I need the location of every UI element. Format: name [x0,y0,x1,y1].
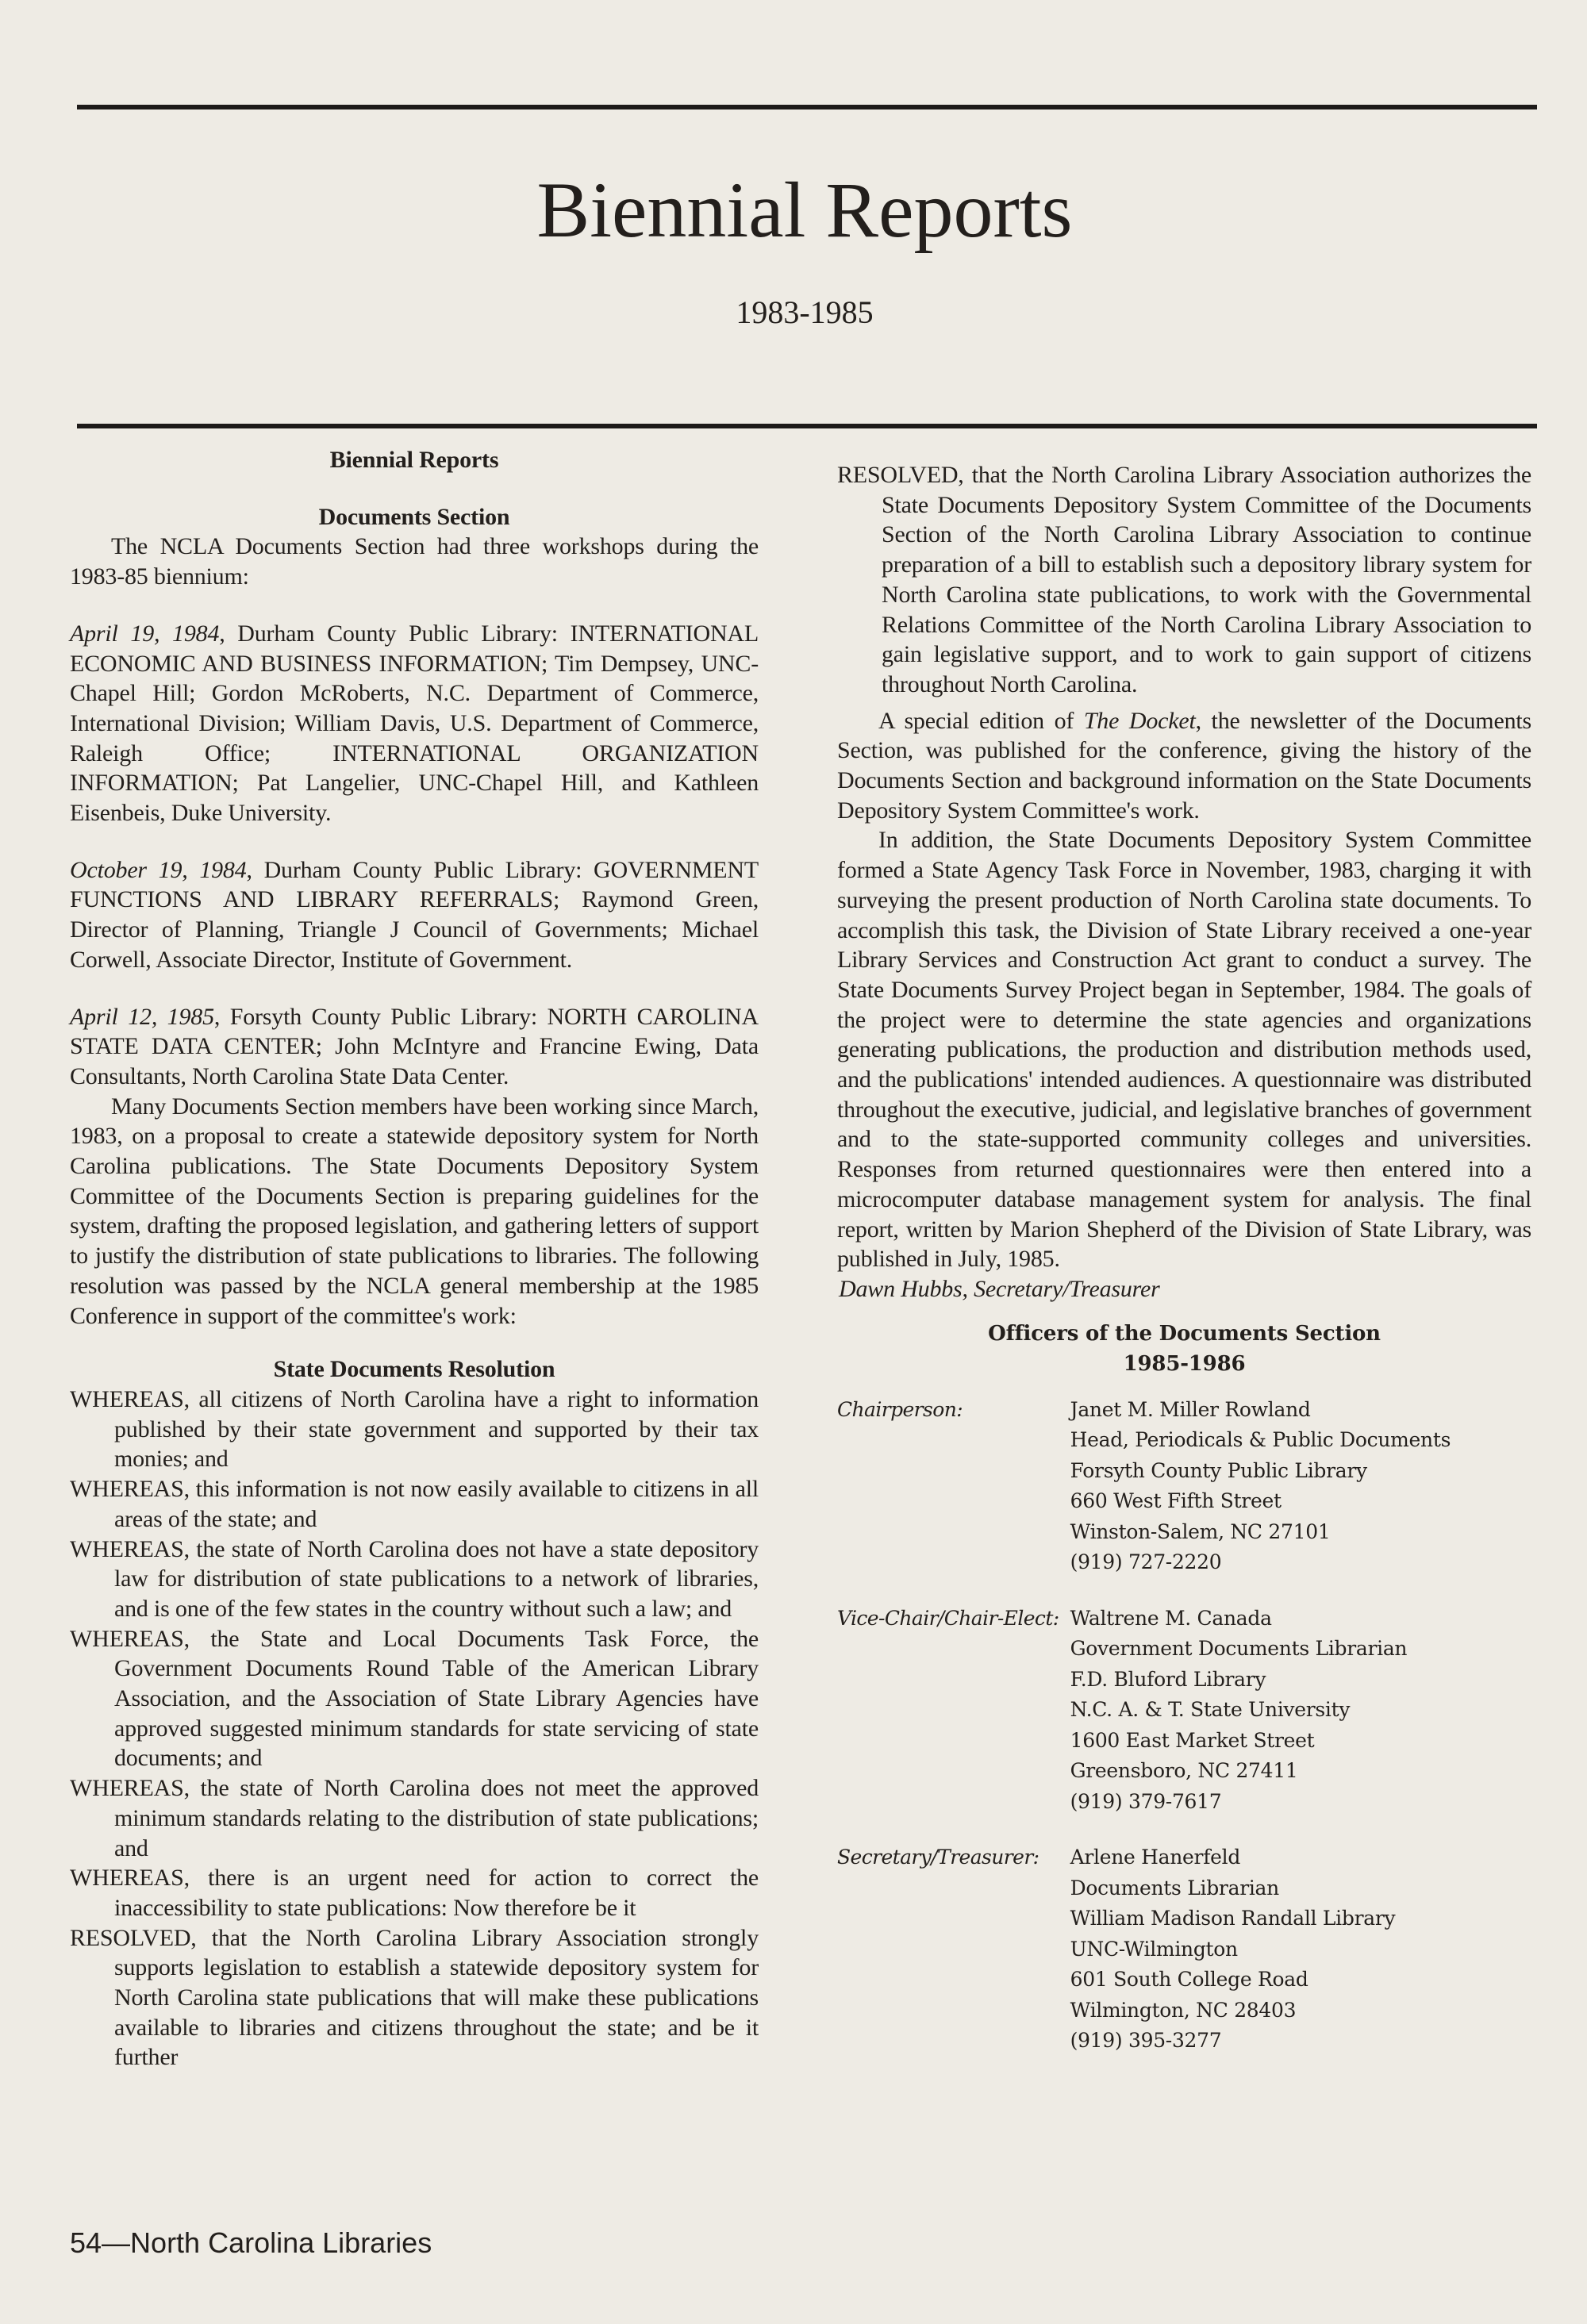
workshop-entry: April 12, 1985, Forsyth County Public Library: NORTH CAROLINA STATE DATA CENTER; John McIntyre and Francine Ewing, Data Consultants, North Carolina State Data Center. [70,1003,759,1089]
officer-details: Arlene Hanerfeld Documents Librarian William Madison Randall Library UNC-Wilmington 601 South College Road Wilmington, NC 28403 (919) 395-3277 [1070,1846,1396,2053]
survey-paragraph: In addition, the State Documents Depository System Committee formed a State Agency Task Force in November, 1983, charging it with surveying the present production of North Carolina state documents. To accomplish this task, the Division of State Library received a one-year Library Services and Construction Act grant to conduct a survey. The State Documents Survey Project began in September, 1984. The goals of the project were to determine the state agencies and organizations generating publications, the production and distribution methods used, and the publications' intended audiences. A questionnaire was distributed throughout the executive, judicial, and legislative branches of government and to the state-supported community colleges and universities. Responses from returned questionnaires were then entered into a microcomputer database management system for analysis. The final report, written by Marion Shepherd of the Division of State Library, was published in July, 1985. [837,827,1531,1273]
officer-details: Janet M. Miller Rowland Head, Periodicals & Public Documents Forsyth County Public Library 660 West Fifth Street Winston-Salem, NC 27101 (919) 727-2220 [1070,1397,1451,1574]
officers-years: 1985-1986 [1123,1351,1246,1376]
resolution-clause: WHEREAS, the state of North Carolina does not have a state depository law for distribution of state publications to a network of libraries, and is one of the few states in the country without such a law; and [70,1535,759,1622]
resolution-clause: WHEREAS, the State and Local Documents Task Force, the Government Documents Round Table of the American Library Association, and the Association of State Library Agencies have approved suggested minimum standards for state servicing of state documents; and [70,1625,759,1772]
page-footer: 54—North Carolina Libraries [70,2226,432,2259]
officer-role: Chairperson: [837,1397,963,1421]
top-rule [77,105,1537,109]
page-subtitle: 1983-1985 [736,294,874,330]
officer-role: Secretary/Treasurer: [837,1846,1039,1869]
resolution-clause: WHEREAS, all citizens of North Carolina have a right to information published by their state government and supported by their tax monies; and [70,1385,759,1473]
workshop-date: April 12, 1985 [70,1003,214,1030]
resolution-heading: State Documents Resolution [273,1356,555,1383]
page-title: Biennial Reports [536,166,1073,254]
resolution-clause: WHEREAS, this information is not now easily available to citizens in all areas of the state; and [70,1476,759,1532]
officer-details: Waltrene M. Canada Government Documents Librarian F.D. Bluford Library N.C. A. & T. State University 1600 East Market Street Greensboro, NC 27411 (919) 379-7617 [1070,1606,1408,1813]
workshop-entry: April 19, 1984, Durham County Public Library: INTERNATIONAL ECONOMIC AND BUSINESS INFORMATION; Tim Dempsey, UNC-Chapel Hill; Gordon McRoberts, N.C. Department of Commerce, International Division; William Davis, U.S. Department of Commerce, Raleigh Office; INTERNATIONAL ORGANIZATION INFORMATION; Pat Langelier, UNC-Chapel Hill, and Kathleen Eisenbeis, Duke University. [70,620,759,827]
officer-role: Vice-Chair/Chair-Elect: [837,1606,1059,1630]
docket-paragraph: A special edition of The Docket, the newsletter of the Documents Section, was published for the conference, giving the history of the Documents Section and background information on the State Documents Depository System Committee's work. [837,707,1531,824]
subsection-heading: Documents Section [318,503,510,530]
section-heading: Biennial Reports [329,447,499,473]
right-column [837,460,1531,2057]
resolution-clause: RESOLVED, that the North Carolina Library Association strongly supports legislation to establish a statewide depository system for North Carolina state publications that will make these publications available to libraries and citizens throughout the state; and be it further [70,1924,759,2071]
newsletter-title: The Docket [1083,707,1196,734]
resolution-clause: WHEREAS, the state of North Carolina does not meet the approved minimum standards relating to the distribution of state publications; and [70,1775,759,1861]
signature: Dawn Hubbs, Secretary/Treasurer [839,1275,1160,1302]
intro-paragraph: The NCLA Documents Section had three workshops during the 1983-85 biennium: [70,533,759,590]
workshop-entry: October 19, 1984, Durham County Public Library: GOVERNMENT FUNCTIONS AND LIBRARY REFERRALS; Raymond Green, Director of Planning, Triangle J Council of Governments; Michael Corwell, Associate Director, Institute of Government. [70,856,759,973]
resolution-clause: WHEREAS, there is an urgent need for action to correct the inaccessibility to state publications: Now therefore be it [70,1865,759,1921]
officers-heading: Officers of the Documents Section [988,1321,1381,1346]
workshop-date: April 19, 1984 [70,620,220,647]
resolved-clause: RESOLVED, that the North Carolina Library Association authorizes the State Documents Depository System Committee of the Documents Section of the North Carolina Library Association to continue preparation of a bill to establish such a depository library system for North Carolina state publications, to work with the Governmental Relations Committee of the North Carolina Library Association to gain legislative support, and to work to gain support of citizens throughout North Carolina. [837,462,1531,697]
title-rule [77,424,1537,428]
left-column [70,445,759,2072]
officers-list [837,1395,1531,2057]
workshop-date: October 19, 1984 [70,856,247,883]
depository-paragraph: Many Documents Section members have been working since March, 1983, on a proposal to create a statewide depository system for North Carolina publications. The State Documents Depository System Committee of the Documents Section is preparing guidelines for the system, drafting the proposed legislation, and gathering letters of support to justify the distribution of state publications to libraries. The following resolution was passed by the NCLA general membership at the 1985 Conference in support of the committee's work: [70,1093,759,1329]
